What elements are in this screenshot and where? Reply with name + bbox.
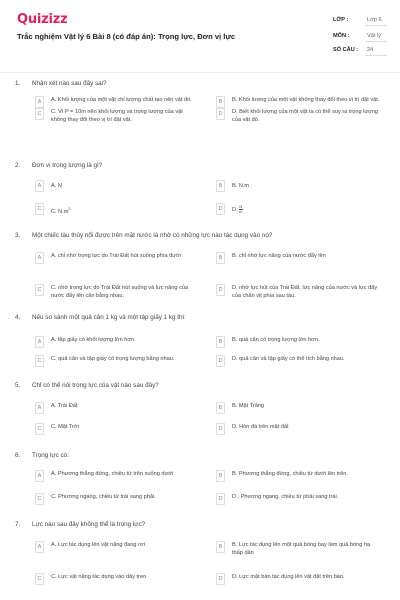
meta-subject-value: Vật lý: [365, 31, 387, 42]
option-letter-box: D: [216, 423, 225, 435]
fraction-numerator: N: [239, 204, 243, 209]
question-text: Nhận xét nào sau đây sai?: [32, 80, 107, 87]
option-letter-box: A: [35, 180, 44, 192]
question-text: Nếu so sánh một quả cân 1 kg và một tập giấy 1 kg thì:: [32, 314, 187, 321]
meta-count: [333, 44, 389, 58]
option-text: [51, 355, 199, 363]
option-label: B. Lực tác dụng lên một quả bóng bay làm quả bóng hạ thấp dần: [232, 542, 371, 556]
option-label: A. N: [51, 183, 62, 189]
option-text: [232, 203, 380, 214]
option-letter-box: D: [216, 284, 225, 296]
header-divider: [0, 72, 400, 73]
option-label: C. quả cân và tập giấy có trọng lượng bằng nhau.: [51, 356, 175, 362]
option-label: C. nhờ trọng lực do Trái Đất hút xuống và lực nâng của nước đẩy lên cân bằng nhau.: [51, 285, 189, 299]
option-letter-box: C: [35, 108, 44, 120]
option-letter-box: D: [216, 493, 225, 505]
option-text: [51, 493, 199, 501]
meta-subject: [333, 30, 389, 44]
option-label: A. Lực tác dụng lên vật nặng đang rơi: [51, 542, 145, 548]
meta-count-label: SỐ CÂU :: [333, 47, 359, 53]
option-letter-box: A: [35, 336, 44, 348]
option-label: B. Phương thẳng đứng, chiều từ dưới lên trên.: [232, 471, 348, 477]
option-label: D.: [232, 206, 238, 213]
option-label: D. Biết khối lượng của một vật ta có thể suy ra trọng lượng của vật đó.: [232, 109, 379, 123]
option-label: D. nhờ lực hút của Trái Đất, lực nâng của nước và lực đẩy của chân vịt phía sau tàu.: [232, 285, 378, 299]
option-letter-box: B: [216, 96, 225, 108]
superscript: 2: [68, 206, 71, 211]
option-letter-box: D: [216, 108, 225, 120]
option-text: [51, 252, 199, 260]
option-text: [232, 180, 380, 190]
question-number: 3.: [15, 232, 21, 239]
option-text: [51, 96, 199, 104]
option-label: B. N.m: [232, 183, 250, 189]
option-text: [51, 284, 199, 300]
option-text: [232, 573, 380, 581]
question-number: 5.: [15, 382, 21, 389]
option-text: [51, 108, 199, 124]
option-label: B. chỉ nhờ lực nâng của nước đẩy lên: [232, 253, 326, 259]
question-text: Một chiếc tàu thủy nổi được trên mặt nước là nhờ có những lực nào tác dụng vào nó?: [32, 232, 273, 239]
option-text: [51, 180, 199, 190]
option-text: [51, 423, 199, 431]
option-text: [232, 355, 380, 363]
option-text: [232, 252, 380, 260]
question-text: Lực nào sau đây không thể là trọng lực?: [32, 521, 146, 528]
option-letter-box: D: [216, 355, 225, 367]
question-number: 4.: [15, 314, 21, 321]
question-number: 6.: [15, 452, 21, 459]
question-text: Trọng lực có:: [32, 452, 69, 459]
option-text: [232, 541, 380, 557]
question-text: Đơn vị trọng lượng là gì?: [32, 162, 103, 169]
option-label: B. Mặt Trăng: [232, 403, 265, 409]
meta-grade: [333, 14, 389, 28]
option-label: D . Phương ngang, chiều từ phải sang trái.: [232, 494, 339, 500]
option-letter-box: A: [35, 96, 44, 108]
option-letter-box: B: [216, 470, 225, 482]
option-label: C. Lực vật nặng tác dụng vào dây treo: [51, 574, 147, 580]
option-letter-box: C: [35, 573, 44, 585]
quizizz-logo: Quizizz: [17, 12, 68, 27]
worksheet-header: [0, 0, 400, 70]
option-text: [232, 493, 380, 501]
meta-grade-value: Lớp 6: [365, 15, 387, 26]
option-text: [232, 96, 380, 104]
option-label: C. Phương ngang, chiều từ trái sang phải.: [51, 494, 156, 500]
option-text: [232, 108, 380, 124]
option-text: [232, 402, 380, 410]
option-letter-box: D: [216, 573, 225, 585]
question-number: 1.: [15, 80, 21, 87]
option-letter-box: A: [35, 402, 44, 414]
meta-count-value: 24: [365, 45, 387, 56]
meta-subject-label: MÔN :: [333, 33, 350, 39]
option-text: [51, 203, 199, 216]
option-letter-box: B: [216, 252, 225, 264]
option-text: [232, 336, 380, 344]
option-letter-box: C: [35, 284, 44, 296]
option-label: C. N.m: [51, 208, 69, 215]
option-letter-box: C: [35, 493, 44, 505]
meta-grade-label: LỚP :: [333, 17, 349, 23]
option-label: C. Vì P = 10m nên khối lượng và trọng lượng của vật không thay đổi theo vị trí đặt vật.: [51, 109, 183, 123]
option-text: [51, 573, 199, 581]
option-letter-box: B: [216, 180, 225, 192]
fraction: [239, 205, 242, 214]
option-label: A. Phương thẳng đứng, chiều từ trên xuống dưới: [51, 471, 174, 477]
option-letter-box: D: [216, 203, 225, 215]
option-label: A. Trái Đất: [51, 403, 78, 409]
option-label: A. chỉ nhờ trọng lực do Trái Đất hút xuống phía dưới: [51, 253, 181, 259]
worksheet-title: Trắc nghiệm Vật lý 6 Bài 8 (có đáp án): Trọng lực, Đơn vị lực: [17, 32, 236, 41]
option-letter-box: C: [35, 355, 44, 367]
option-text: [232, 423, 380, 431]
option-text: [232, 470, 380, 478]
option-letter-box: B: [216, 336, 225, 348]
option-text: [51, 336, 199, 344]
option-letter-box: A: [35, 541, 44, 553]
option-label: B. quả cân có trọng lượng lớn hơn.: [232, 337, 320, 343]
option-text: [51, 470, 199, 478]
option-letter-box: B: [216, 541, 225, 553]
option-label: B. Khối lượng của một vật không thay đổi theo vị trí đặt vật.: [232, 97, 380, 103]
option-label: A. tập giấy có khối lượng lớn hơn.: [51, 337, 136, 343]
option-letter-box: A: [35, 470, 44, 482]
option-label: C. Mặt Trời: [51, 424, 79, 430]
option-letter-box: B: [216, 402, 225, 414]
option-label: D. quả cân và tập giấy có thể tích bằng nhau.: [232, 356, 345, 362]
option-letter-box: A: [35, 252, 44, 264]
option-text: [51, 541, 199, 549]
question-number: 2.: [15, 162, 21, 169]
option-text: [51, 402, 199, 410]
fraction-denominator: m: [239, 209, 243, 214]
question-text: Chỉ có thể nói trọng lực của vật nào sau đây?: [32, 382, 159, 389]
option-label: D. Lực mặt bàn tác dụng lên vật đặt trên bàn.: [232, 574, 345, 580]
option-letter-box: C: [35, 203, 44, 215]
option-text: [232, 284, 380, 300]
option-label: D. Hòn đá trên mặt đất: [232, 424, 289, 430]
option-label: A. Khối lượng của một vật chỉ lượng chất tạo nên vật đó.: [51, 97, 192, 103]
option-letter-box: C: [35, 423, 44, 435]
question-number: 7.: [15, 521, 21, 528]
